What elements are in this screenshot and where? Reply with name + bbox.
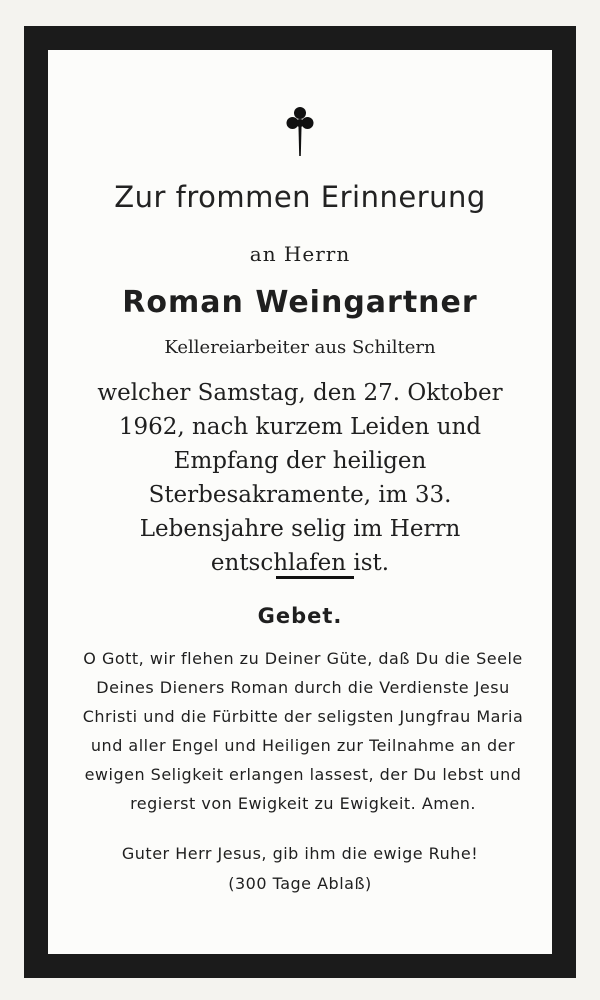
prayer-heading: Gebet.: [257, 604, 343, 628]
mourning-card-border: [24, 26, 576, 978]
to-line: an Herrn: [249, 242, 351, 266]
indulgence-line: (300 Tage Ablaß): [228, 874, 372, 893]
prayer-text: O Gott, wir flehen zu Deiner Güte, daß Du die Seele Deines Dieners Roman durch die Verdienste Jesu Christi und die Fürbitte der seligsten Jungfrau Maria und aller Engel und Heiligen zur Teilnahme an der ewigen Seligkeit erlangen lassest, der Du lebst und regierst von Ewigkeit zu Ewigkeit. Amen.: [82, 649, 524, 813]
closing-line: Guter Herr Jesus, gib ihm die ewige Ruhe!: [121, 844, 479, 863]
occupation: Kellereiarbeiter aus Schiltern: [164, 337, 436, 358]
mourning-card: [48, 50, 552, 954]
divider: [276, 576, 354, 579]
cross-icon: [286, 106, 314, 158]
death-text: welcher Samstag, den 27. Oktober 1962, nach kurzem Leiden und Empfang der heiligen Sterbesakramente, im 33. Lebensjahre selig im Herrn entschlafen ist.: [97, 380, 503, 576]
deceased-name: Roman Weingartner: [122, 285, 478, 320]
card-title: Zur frommen Erinnerung: [114, 180, 486, 214]
